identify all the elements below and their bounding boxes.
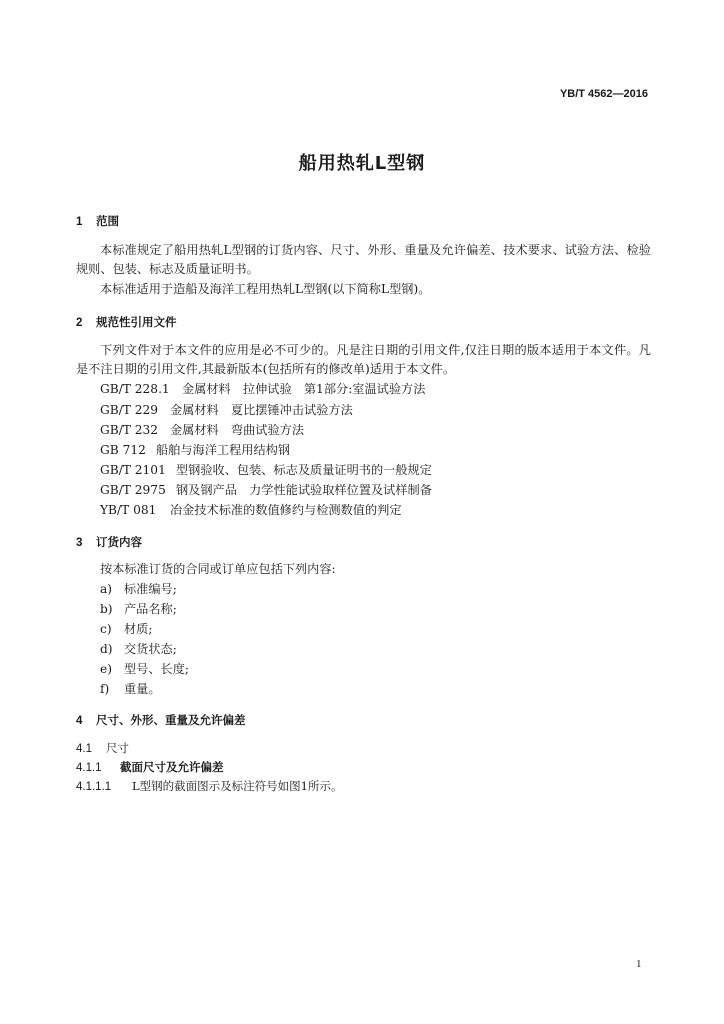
section-heading-3 xyxy=(76,534,142,550)
section-number: 1 xyxy=(76,216,83,228)
section-title: 规范性引用文件 xyxy=(96,315,177,329)
clause-4-1-1 xyxy=(76,759,224,775)
section-number: 2 xyxy=(76,317,83,329)
reference-title: 钢及钢产品 力学性能试验取样位置及试样制备 xyxy=(176,483,432,497)
list-text: 交货状态; xyxy=(124,642,177,656)
reference-code: GB/T 228.1 xyxy=(100,382,170,396)
section-heading-1 xyxy=(76,213,119,229)
reference-title: 船舶与海洋工程用结构钢 xyxy=(156,443,291,457)
reference-item xyxy=(100,501,402,518)
list-item xyxy=(100,620,152,637)
reference-item xyxy=(100,441,290,458)
list-label: b) xyxy=(100,602,113,616)
list-text: 产品名称; xyxy=(124,602,177,616)
list-label: d) xyxy=(100,642,113,656)
section-title: 订货内容 xyxy=(96,535,142,549)
reference-item xyxy=(100,401,353,418)
list-item xyxy=(100,660,189,677)
reference-title: 金属材料 弯曲试验方法 xyxy=(170,423,305,437)
order-intro: 按本标准订货的合同或订单应包括下列内容: xyxy=(100,562,336,576)
section-heading-4 xyxy=(76,712,246,728)
reference-code: GB/T 2975 xyxy=(100,483,166,497)
standard-code: YB/T 4562—2016 xyxy=(559,88,648,100)
clause-number: 4.1 xyxy=(76,743,92,755)
list-label: f) xyxy=(100,682,110,696)
references-intro: 下列文件对于本文件的应用是必不可少的。凡是注日期的引用文件,仅注日期的版本适用于本文件。凡是不注日期的引用文件,其最新版本(包括所有的修改单)适用于本文件。 xyxy=(76,343,651,376)
scope-paragraph-1: 本标准规定了船用热轧L型钢的订货内容、尺寸、外形、重量及允许偏差、技术要求、试验方法、检验规则、包装、标志及质量证明书。 xyxy=(76,243,651,276)
list-item xyxy=(100,600,177,617)
list-text: 材质; xyxy=(124,622,153,636)
clause-text: 截面尺寸及允许偏差 xyxy=(120,760,224,774)
reference-title: 型钢验收、包装、标志及质量证明书的一般规定 xyxy=(176,463,432,477)
clause-number: 4.1.1.1 xyxy=(76,781,112,793)
list-text: 重量。 xyxy=(124,682,161,696)
page-title: 船用热轧L型钢 xyxy=(298,153,426,174)
list-text: 型号、长度; xyxy=(124,662,190,676)
reference-item xyxy=(100,421,304,438)
list-label: e) xyxy=(100,662,112,676)
list-text: 标准编号; xyxy=(124,582,177,596)
reference-code: GB 712 xyxy=(100,443,146,457)
reference-item xyxy=(100,380,425,397)
reference-title: 金属材料 拉伸试验 第1部分:室温试验方法 xyxy=(182,382,426,396)
section-number: 4 xyxy=(76,715,83,727)
section-heading-2 xyxy=(76,314,177,330)
clause-text: 尺寸 xyxy=(106,741,129,755)
scope-paragraph-2: 本标准适用于造船及海洋工程用热轧L型钢(以下简称L型钢)。 xyxy=(100,282,431,296)
clause-4-1 xyxy=(76,740,129,756)
reference-item xyxy=(100,461,432,478)
reference-title: 冶金技术标准的数值修约与检测数值的判定 xyxy=(170,503,402,517)
reference-code: GB/T 229 xyxy=(100,403,159,417)
reference-code: GB/T 232 xyxy=(100,423,159,437)
list-item xyxy=(100,680,161,697)
clause-text: L型钢的截面图示及标注符号如图1所示。 xyxy=(132,779,343,793)
reference-code: GB/T 2101 xyxy=(100,463,166,477)
list-item xyxy=(100,640,177,657)
clause-4-1-1-1 xyxy=(76,778,342,794)
section-title: 尺寸、外形、重量及允许偏差 xyxy=(96,713,246,727)
list-item xyxy=(100,580,177,597)
reference-item xyxy=(100,481,432,498)
section-number: 3 xyxy=(76,537,83,549)
reference-title: 金属材料 夏比摆锤冲击试验方法 xyxy=(170,403,353,417)
clause-number: 4.1.1 xyxy=(76,762,102,774)
reference-code: YB/T 081 xyxy=(100,503,157,517)
section-title: 范围 xyxy=(96,214,119,228)
page-number: 1 xyxy=(636,958,642,970)
list-label: a) xyxy=(100,582,113,596)
list-label: c) xyxy=(100,622,112,636)
